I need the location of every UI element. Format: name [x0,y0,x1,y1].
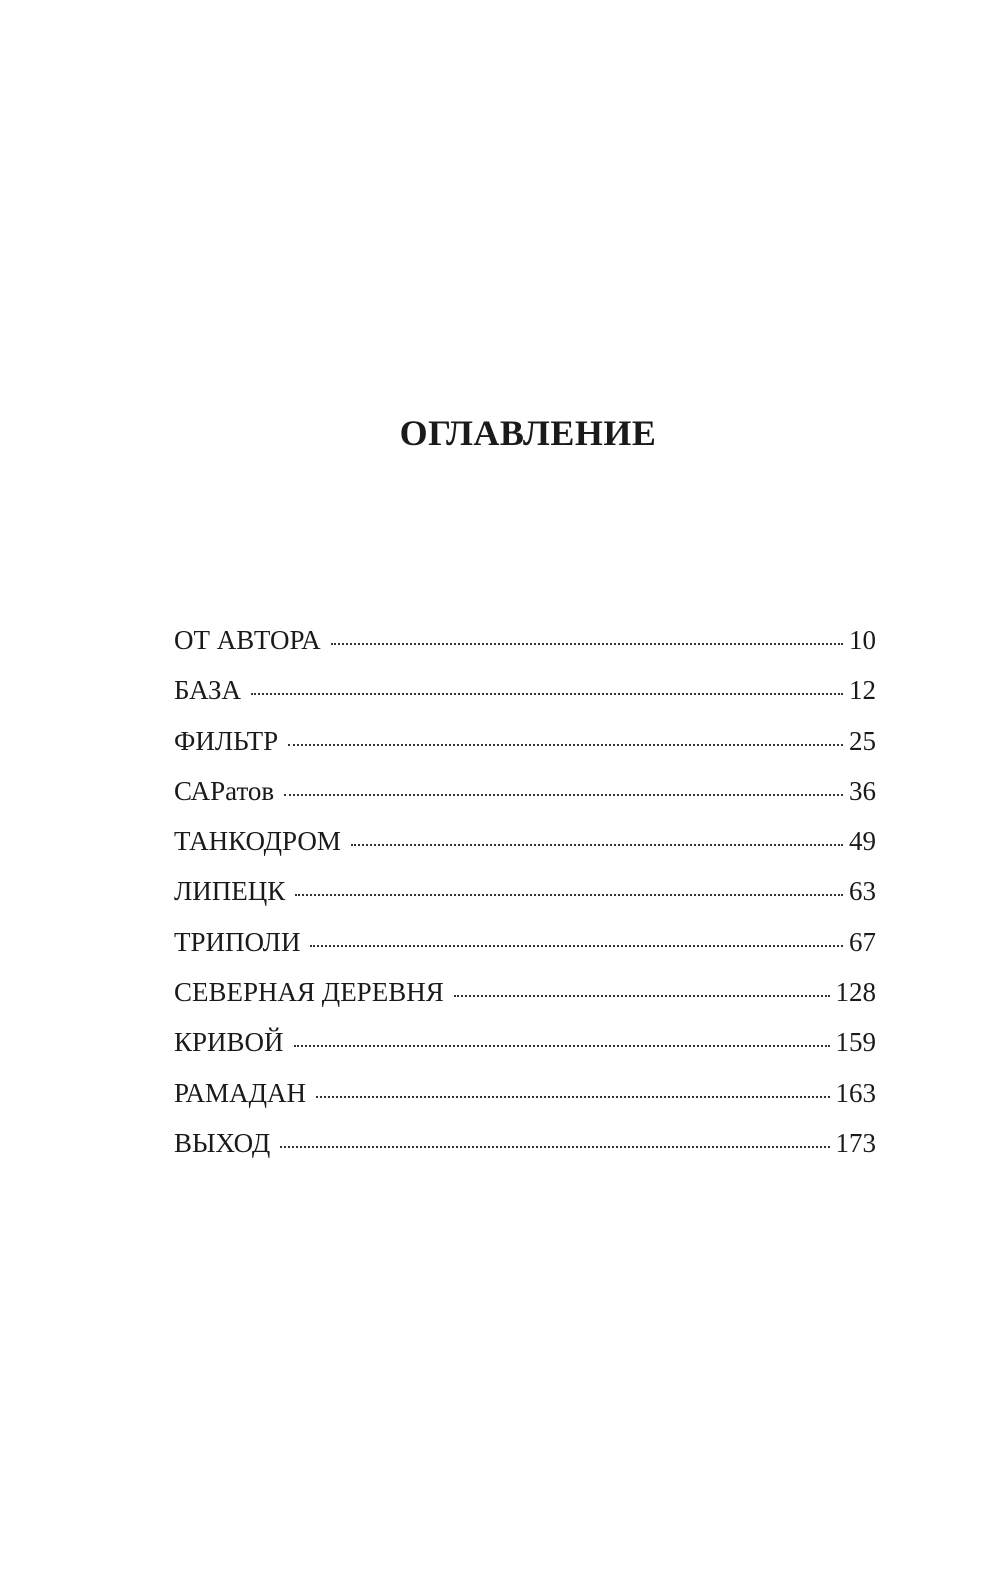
toc-entry [174,1073,876,1123]
page-title: ОГЛАВЛЕНИЕ [399,413,657,453]
toc-entry-label: СЕВЕРНАЯ ДЕРЕВНЯ [174,977,444,1008]
toc-entry-page: 12 [849,675,876,706]
toc-entry-label: РАМАДАН [174,1077,306,1108]
toc-entry [174,670,876,720]
dot-leader [316,1096,830,1098]
dot-leader [351,844,843,846]
toc-entry-page: 67 [849,926,876,957]
toc-entry-label: ТАНКОДРОМ [174,826,341,857]
table-of-contents [174,620,876,1173]
toc-entry-label: ФИЛЬТР [174,725,279,756]
dot-leader [251,693,843,695]
toc-entry [174,1022,876,1072]
dot-leader [294,1045,830,1047]
toc-entry [174,721,876,771]
dot-leader [284,794,843,796]
toc-entry-page: 128 [835,977,876,1008]
toc-entry-label: ТРИПОЛИ [174,926,301,957]
toc-entry-label: КРИВОЙ [174,1027,284,1058]
dot-leader [295,894,843,896]
toc-entry-page: 10 [849,625,876,655]
toc-entry [174,1123,876,1173]
dot-leader [454,995,830,997]
toc-entry [174,871,876,921]
toc-entry-page: 49 [849,826,876,857]
toc-entry [174,821,876,871]
toc-entry-page: 173 [835,1127,876,1158]
dot-leader [288,744,843,746]
toc-entry-label: ОТ АВТОРА [174,625,321,655]
toc-entry-label: САРатов [174,775,275,806]
toc-entry-label: БАЗА [174,675,241,706]
dot-leader [310,945,843,947]
toc-entry-page: 36 [849,775,876,806]
toc-entry [174,620,876,670]
toc-entry-page: 63 [849,876,876,907]
toc-entry-page: 163 [835,1077,876,1108]
toc-entry-label: ЛИПЕЦК [174,876,286,907]
toc-entry-page: 25 [849,725,876,756]
toc-entry [174,922,876,972]
dot-leader [331,643,843,645]
toc-entry [174,771,876,821]
toc-entry [174,972,876,1022]
dot-leader [280,1146,829,1148]
toc-entry-page: 159 [835,1027,876,1058]
toc-entry-label: ВЫХОД [174,1127,271,1158]
